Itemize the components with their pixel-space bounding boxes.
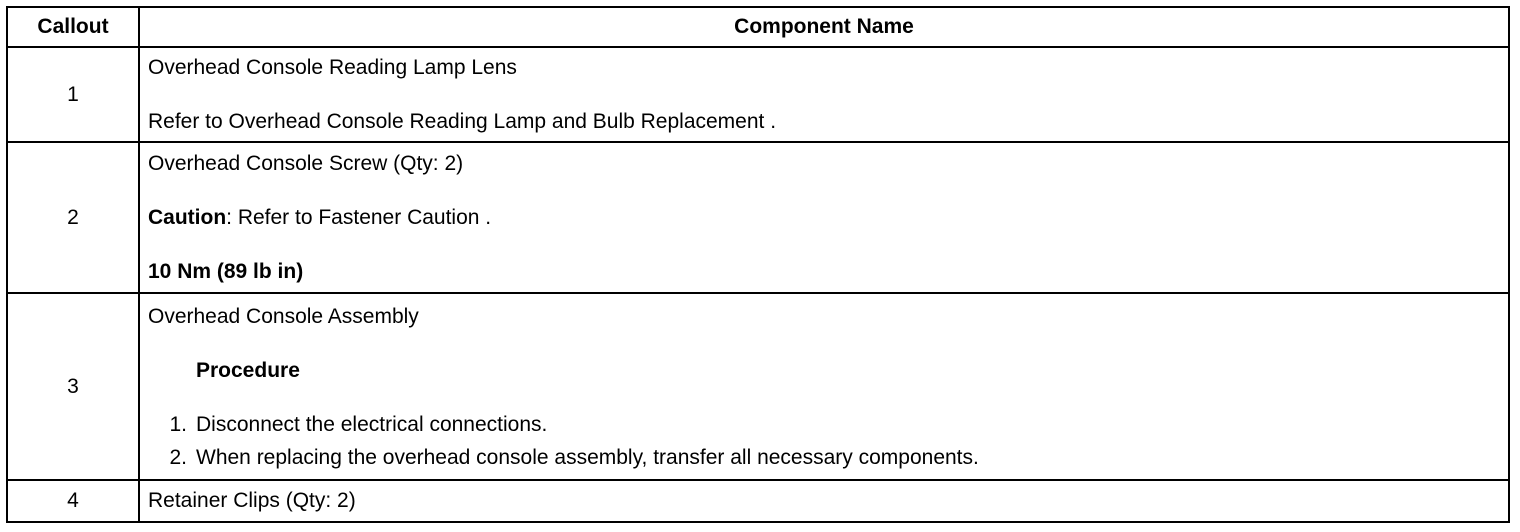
callout-cell: 4 <box>7 480 139 522</box>
component-table <box>6 6 1510 523</box>
component-cell <box>139 47 1509 142</box>
caution-line <box>148 206 1500 230</box>
component-name-column-header: Component Name <box>139 7 1509 47</box>
table-row <box>7 480 1509 522</box>
table-row <box>7 142 1509 293</box>
component-cell <box>139 480 1509 522</box>
component-name: Overhead Console Screw (Qty: 2) <box>148 151 464 175</box>
step-number: 2. <box>169 445 187 469</box>
caution-label: Caution <box>148 205 227 229</box>
procedure-steps <box>148 414 1500 469</box>
component-cell <box>139 142 1509 293</box>
component-name: Overhead Console Assembly <box>148 304 419 328</box>
table-header-row <box>7 7 1509 47</box>
callout-column-header: Callout <box>7 7 139 47</box>
procedure-title: Procedure <box>196 358 300 382</box>
callout-cell: 3 <box>7 293 139 480</box>
step-number: 1. <box>169 412 187 436</box>
table-row <box>7 47 1509 142</box>
component-name: Retainer Clips (Qty: 2) <box>148 489 356 512</box>
step-text: Disconnect the electrical connections. <box>196 412 548 436</box>
component-name: Overhead Console Reading Lamp Lens <box>148 55 517 79</box>
callout-cell: 2 <box>7 142 139 293</box>
callout-cell: 1 <box>7 47 139 142</box>
procedure-step <box>148 414 1500 436</box>
procedure-step <box>148 447 1500 469</box>
step-text: When replacing the overhead console assembly, transfer all necessary components. <box>196 445 979 469</box>
caution-text: : Refer to Fastener Caution . <box>226 205 492 229</box>
torque-spec: 10 Nm (89 lb in) <box>148 259 304 283</box>
reference-note: Refer to Overhead Console Reading Lamp and Bulb Replacement . <box>148 109 777 133</box>
component-cell <box>139 293 1509 480</box>
table-row <box>7 293 1509 480</box>
